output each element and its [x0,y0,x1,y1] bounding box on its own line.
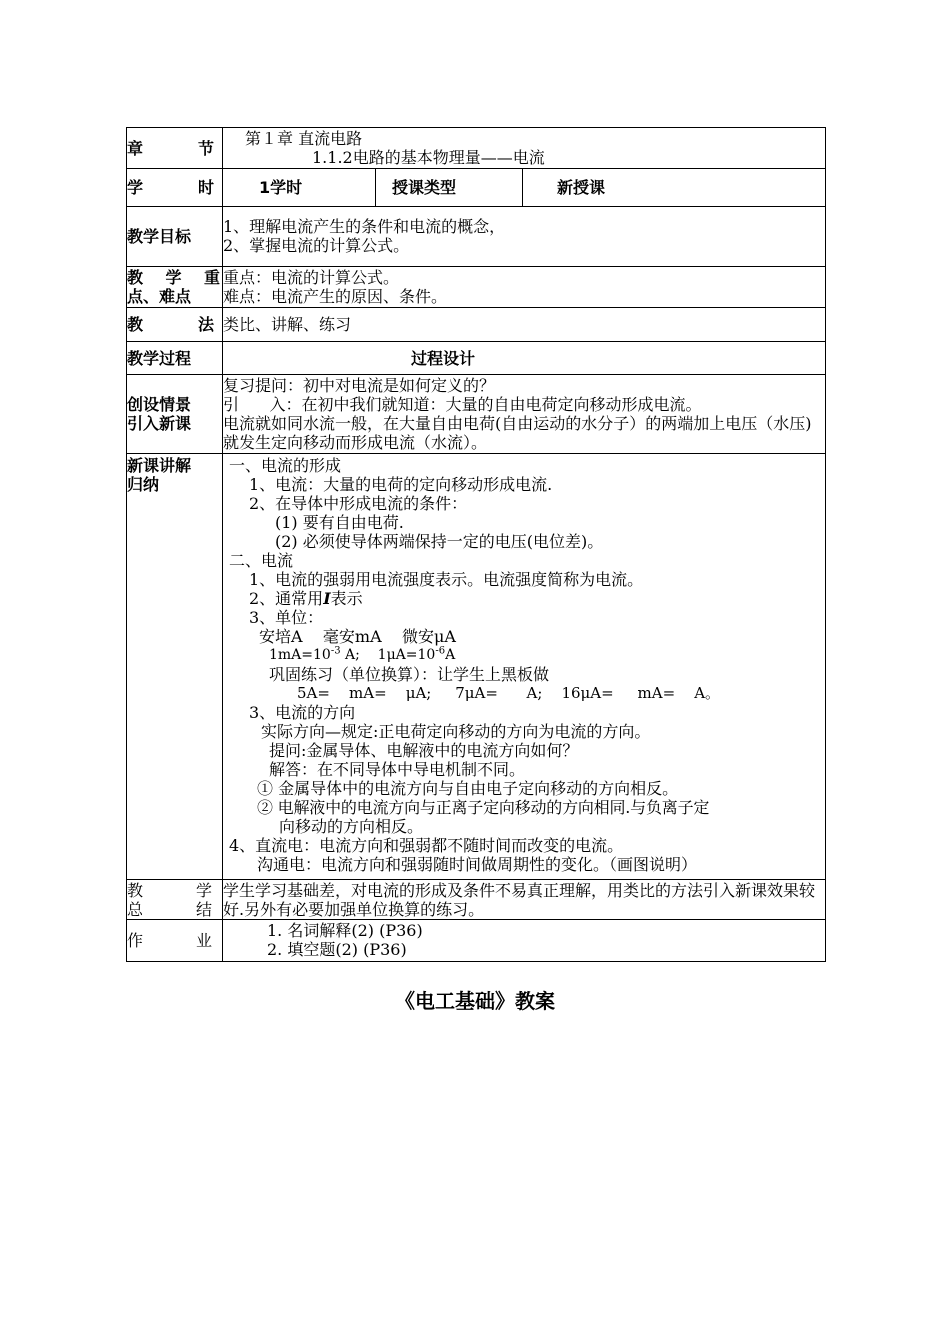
intro-row [127,375,826,454]
chapter-line-2: 1.1.2电路的基本物理量——电流 [312,148,545,167]
summary-label-b2: 结 [195,900,212,919]
homework-row [127,920,826,962]
key-label-a2: 学 [165,268,182,287]
homework-item-2: 2. 填空题(2) (P36) [267,940,407,959]
homework-label-b: 业 [195,931,212,950]
superscript: -3 [330,645,341,657]
lecture-line: 提问:金属导体、电解液中的电流方向如何？ [269,741,579,760]
lecture-line: 1、电流的强弱用电流强度表示。电流强度简称为电流。 [249,570,644,589]
lecture-line: 安培A 毫安mA 微安μA [259,627,456,646]
homework-item-1: 1. 名词解释(2) (P36) [267,921,423,940]
homework-value [223,920,826,962]
summary-value: 学生学习基础差，对电流的形成及条件不易真正理解，用类比的方法引入新课效果较好.另外有必要加强单位换算的练习。 [223,880,826,920]
lecture-line: 二、电流 [229,551,294,570]
lecture-line: 2、在导体中形成电流的条件： [249,494,468,513]
lecture-value [223,454,826,880]
goal-item-1: 1、理解电流产生的条件和电流的概念， [223,217,506,236]
key-point-1: 重点：电流的计算公式。 [223,268,400,287]
unit-conversion-line [229,646,823,665]
lecture-label [127,454,223,880]
lecture-line: 向移动的方向相反。 [279,817,424,836]
superscript: -6 [435,645,446,657]
hours-label [127,169,223,207]
chapter-value [223,128,826,169]
goals-label: 教学目标 [127,207,223,267]
process-row [127,342,826,375]
goals-value [223,207,826,267]
lecture-row [127,454,826,880]
summary-row [127,880,826,920]
lesson-plan-table [126,127,826,962]
key-label-b: 点、难点 [127,287,192,306]
lecture-line: 解答：在不同导体中导电机制不同。 [269,760,526,779]
hours-label-b: 时 [197,178,214,197]
hours-label-a: 学 [127,178,144,197]
lecture-label-line-1: 新课讲解 [127,456,192,475]
process-value: 过程设计 [223,342,826,375]
chapter-label-a: 章 [127,138,144,158]
lecture-line: (2) 必须使导体两端保持一定的电压(电位差)。 [275,532,604,551]
current-symbol: I [323,589,331,608]
lecture-text: 2、通常用 [249,589,324,608]
key-points-label [127,267,223,308]
lecture-label-line-2: 归纳 [127,475,160,494]
lecture-line: 1、电流：大量的电荷的定向移动形成电流. [249,475,553,494]
lecture-line: 5A= mA= μA; 7μA= A; 16μA= mA= A。 [297,684,721,702]
lecture-line: 一、电流的形成 [229,456,342,475]
intro-label [127,375,223,454]
lecture-line: 4、直流电：电流方向和强弱都不随时间而改变的电流。 [229,836,624,855]
lecture-line: 实际方向—规定:正电荷定向移动的方向为电流的方向。 [261,722,651,741]
intro-line-2: 引 入：在初中我们就知道：大量的自由电荷定向移动形成电流。 [223,395,702,414]
intro-label-line-1: 创设情景 [127,395,192,414]
homework-label-a: 作 [127,931,144,950]
intro-line-1: 复习提问：初中对电流是如何定义的？ [223,376,496,395]
method-value: 类比、讲解、练习 [223,308,826,342]
method-label-a: 教 [127,315,144,334]
intro-line-3: 电流就如同水流一般，在大量自由电荷(自由运动的水分子）的两端加上电压（水压)就发生定向移动而形成电流（水流）。 [223,414,812,452]
intro-value [223,375,826,454]
goal-item-2: 2、掌握电流的计算公式。 [223,236,410,255]
lecture-line: 沟通电：电流方向和强弱随时间做周期性的变化。（画图说明） [257,855,698,874]
intro-label-line-2: 引入新课 [127,414,192,433]
hours-row [127,169,826,207]
lecture-line: (1) 要有自由电荷. [275,513,404,532]
summary-label-b1: 总 [127,900,144,919]
summary-label-a2: 学 [195,881,212,900]
lesson-type-value: 新授课 [523,169,826,207]
lecture-line: 巩固练习（单位换算）：让学生上黑板做 [269,665,550,684]
summary-label [127,880,223,920]
goals-row [127,207,826,267]
lecture-line [229,589,823,608]
chapter-row [127,128,826,169]
process-label: 教学过程 [127,342,223,375]
lesson-type-label: 授课类型 [376,169,523,207]
chapter-line-1: 第１章 直流电路 [245,129,363,148]
method-label [127,308,223,342]
key-label-a3: 重 [203,268,220,287]
lecture-text: A; 1μA=10 [340,647,436,663]
lecture-text: 1mA=10 [269,647,331,663]
key-label-a1: 教 [127,268,144,287]
method-label-b: 法 [197,315,214,334]
chapter-label [127,128,223,169]
chapter-label-b: 节 [197,138,214,158]
lecture-line: 3、电流的方向 [249,703,356,722]
method-row [127,308,826,342]
lecture-line: 3、单位： [249,608,324,627]
summary-label-a1: 教 [127,881,144,900]
document-footer-title: 《电工基础》教案 [395,989,555,1013]
hours-value: 1学时 [223,169,376,207]
lecture-line: ② 电解液中的电流方向与正离子定向移动的方向相同.与负离子定 [257,798,710,817]
key-points-value [223,267,826,308]
key-points-row [127,267,826,308]
lecture-text: A [445,647,456,663]
homework-label [127,920,223,962]
key-point-2: 难点：电流产生的原因、条件。 [223,287,448,306]
lecture-text: 表示 [330,589,363,608]
lecture-line: ① 金属导体中的电流方向与自由电子定向移动的方向相反。 [257,779,679,798]
